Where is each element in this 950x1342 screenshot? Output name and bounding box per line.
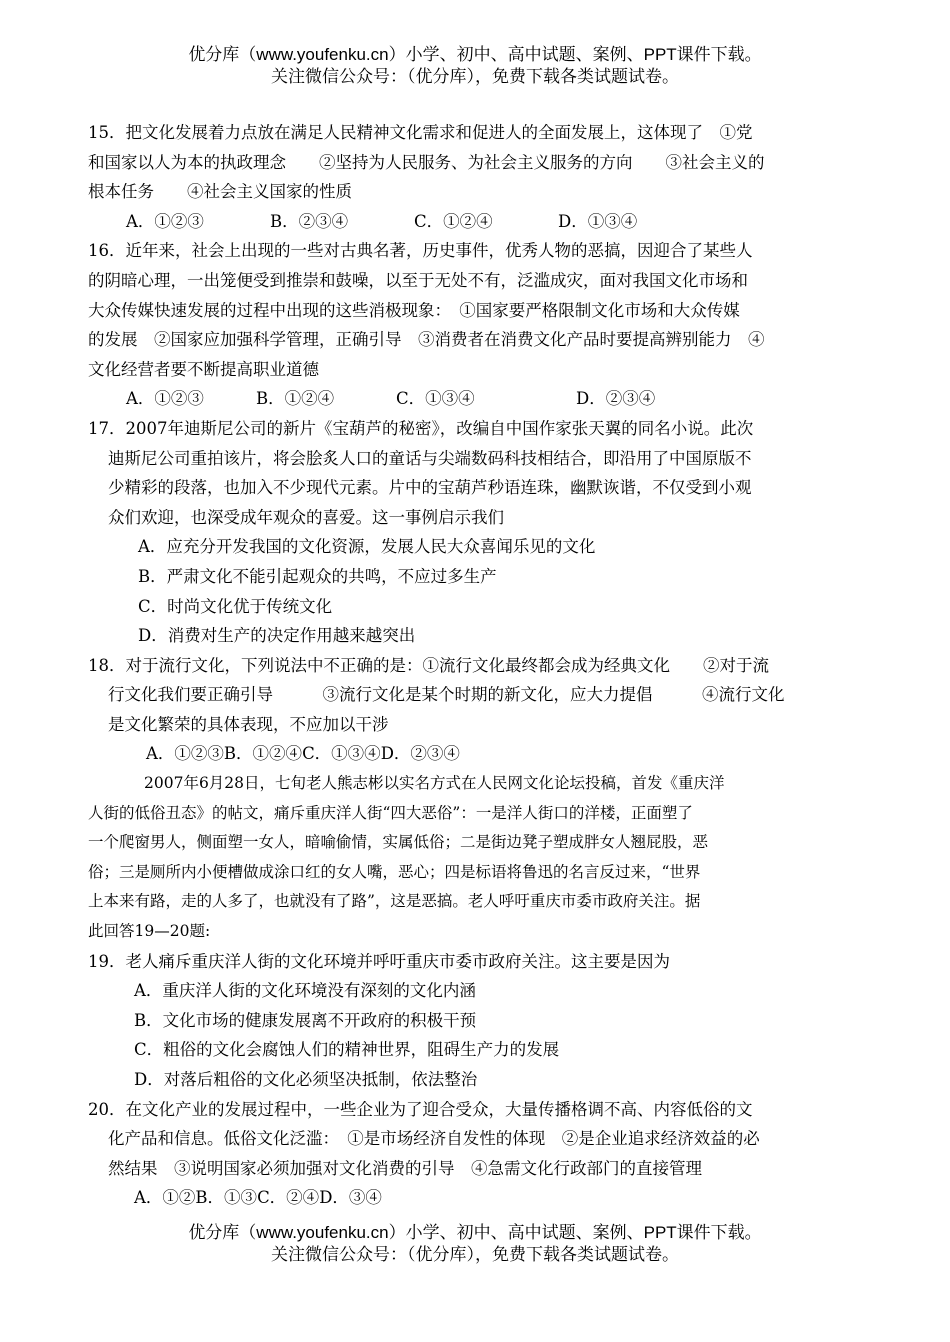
q16-option-d: D．②③④ <box>576 389 656 409</box>
q20-options <box>88 1183 866 1213</box>
q16-option-c: C．①③④ <box>396 389 475 409</box>
q18-option-b: B．①②④ <box>223 744 303 764</box>
page-header <box>0 44 950 88</box>
q15-line: 和国家以人为本的执政理念 ②坚持为人民服务、为社会主义服务的方向 ③社会主义的 <box>88 152 765 172</box>
q19-option-d: D．对落后粗俗的文化必须坚决抵制，依法整治 <box>134 1070 478 1089</box>
header-line-1: 优分库（www.youfenku.cn）小学、初中、高中试题、案例、PPT课件下载。 <box>188 45 762 64</box>
q19-option-c: C．粗俗的文化会腐蚀人们的精神世界，阻碍生产力的发展 <box>134 1040 560 1060</box>
q17-option-b: B．严肃文化不能引起观众的共鸣，不应过多生产 <box>138 566 497 586</box>
question-15 <box>88 118 866 236</box>
question-body <box>88 118 866 1213</box>
q16-line: 文化经营者要不断提高职业道德 <box>88 359 319 379</box>
q16-line: 的发展 ②国家应加强科学管理，正确引导 ③消费者在消费文化产品时要提高辨别能力 ④ <box>88 330 765 350</box>
q16-line: 的阴暗心理，一出笼便受到推崇和鼓噪，以至于无处不有，泛滥成灾，面对我国文化市场和 <box>88 270 748 290</box>
q20-line: 化产品和信息。低俗文化泛滥： ①是市场经济自发性的体现 ②是企业追求经济效益的必 <box>108 1129 760 1149</box>
q15-line: 15．把文化发展着力点放在满足人民精神文化需求和促进人的全面发展上，这体现了 ①党 <box>88 123 753 142</box>
q19-line: 19．老人痛斥重庆洋人街的文化环境并呼吁重庆市委市政府关注。这主要是因为 <box>88 951 670 971</box>
question-16 <box>88 236 866 414</box>
q20-line: 20．在文化产业的发展过程中，一些企业为了迎合受众，大量传播格调不高、内容低俗的文 <box>88 1099 753 1119</box>
material-line: 人街的低俗丑态》的帖文，痛斥重庆洋人街“四大恶俗”：一是洋人街口的洋楼，正面塑了 <box>88 803 693 822</box>
header-line-2: 关注微信公众号：（优分库），免费下载各类试题试卷。 <box>271 67 679 86</box>
material-line: 此回答19—20题: <box>88 922 211 941</box>
q20-option-d: D．③④ <box>319 1188 382 1208</box>
q18-option-a: A．①②③ <box>146 744 224 764</box>
q15-options <box>88 207 866 237</box>
footer-line-2: 关注微信公众号：（优分库），免费下载各类试题试卷。 <box>271 1245 679 1264</box>
q19-option-b: B．文化市场的健康发展离不开政府的积极干预 <box>134 1010 477 1030</box>
q17-line: 17．2007年迪斯尼公司的新片《宝葫芦的秘密》，改编自中国作家张天翼的同名小说。此次 <box>88 418 754 438</box>
material-line: 上本来有路，走的人多了，也就没有了路”，这是恶搞。老人呼吁重庆市委市政府关注。据 <box>88 892 701 911</box>
question-17 <box>88 414 866 651</box>
material-line: 2007年6月28日，七旬老人熊志彬以实名方式在人民网文化论坛投稿，首发《重庆洋 <box>144 774 725 793</box>
q17-line: 少精彩的段落，也加入不少现代元素。片中的宝葫芦秒语连珠，幽默诙谐，不仅受到小观 <box>108 478 752 498</box>
q20-option-c: C．②④ <box>257 1188 320 1208</box>
q18-options <box>88 739 866 769</box>
q17-line: 众们欢迎，也深受成年观众的喜爱。这一事例启示我们 <box>108 507 504 527</box>
q15-option-c: C．①②④ <box>414 211 493 231</box>
q20-line: 然结果 ③说明国家必须加强对文化消费的引导 ④急需文化行政部门的直接管理 <box>108 1158 702 1178</box>
q20-option-a: A．①② <box>134 1188 196 1208</box>
q16-options <box>88 384 866 414</box>
q19-option-a: A．重庆洋人街的文化环境没有深刻的文化内涵 <box>134 981 476 1001</box>
page-footer <box>0 1222 950 1266</box>
q15-option-b: B．②③④ <box>270 211 349 231</box>
q17-line: 迪斯尼公司重拍该片，将会脍炙人口的童话与尖端数码科技相结合，即沿用了中国原版不 <box>108 448 752 468</box>
q17-option-c: C．时尚文化优于传统文化 <box>138 596 333 616</box>
q15-option-d: D．①③④ <box>558 211 638 231</box>
q16-line: 大众传媒快速发展的过程中出现的这些消极现象： ①国家要严格限制文化市场和大众传媒 <box>88 300 740 320</box>
q15-line: 根本任务 ④社会主义国家的性质 <box>88 182 352 202</box>
q18-option-c: C．①③④ <box>302 744 381 764</box>
footer-line-1: 优分库（www.youfenku.cn）小学、初中、高中试题、案例、PPT课件下载。 <box>188 1223 762 1242</box>
material-passage <box>88 769 866 947</box>
material-line: 俗；三是厕所内小便槽做成涂口红的女人嘴，恶心；四是标语将鲁迅的名言反过来，“世界 <box>88 862 701 881</box>
q17-option-a: A．应充分开发我国的文化资源，发展人民大众喜闻乐见的文化 <box>138 537 596 557</box>
material-line: 一个爬窗男人，侧面塑一女人，暗喻偷情，实属低俗；二是街边凳子塑成胖女人翘屁股，恶 <box>88 833 709 852</box>
q20-option-b: B．①③ <box>195 1188 258 1208</box>
q18-line: 18．对于流行文化，下列说法中不正确的是：①流行文化最终都会成为经典文化 ②对于流 <box>88 655 769 675</box>
q16-line: 16．近年来，社会上出现的一些对古典名著，历史事件，优秀人物的恶搞，因迎合了某些人 <box>88 241 753 261</box>
q16-option-a: A．①②③ <box>126 389 204 409</box>
q18-line: 行文化我们要正确引导 ③流行文化是某个时期的新文化，应大力提倡 ④流行文化 <box>108 685 785 705</box>
q15-option-a: A．①②③ <box>126 211 204 231</box>
q18-option-d: D．②③④ <box>380 744 460 764</box>
question-18 <box>88 651 866 769</box>
q18-line: 是文化繁荣的具体表现，不应加以干涉 <box>108 714 389 734</box>
q16-option-b: B．①②④ <box>256 389 335 409</box>
question-20 <box>88 1095 866 1213</box>
q17-option-d: D．消费对生产的决定作用越来越突出 <box>138 626 416 646</box>
question-19 <box>88 947 866 1095</box>
